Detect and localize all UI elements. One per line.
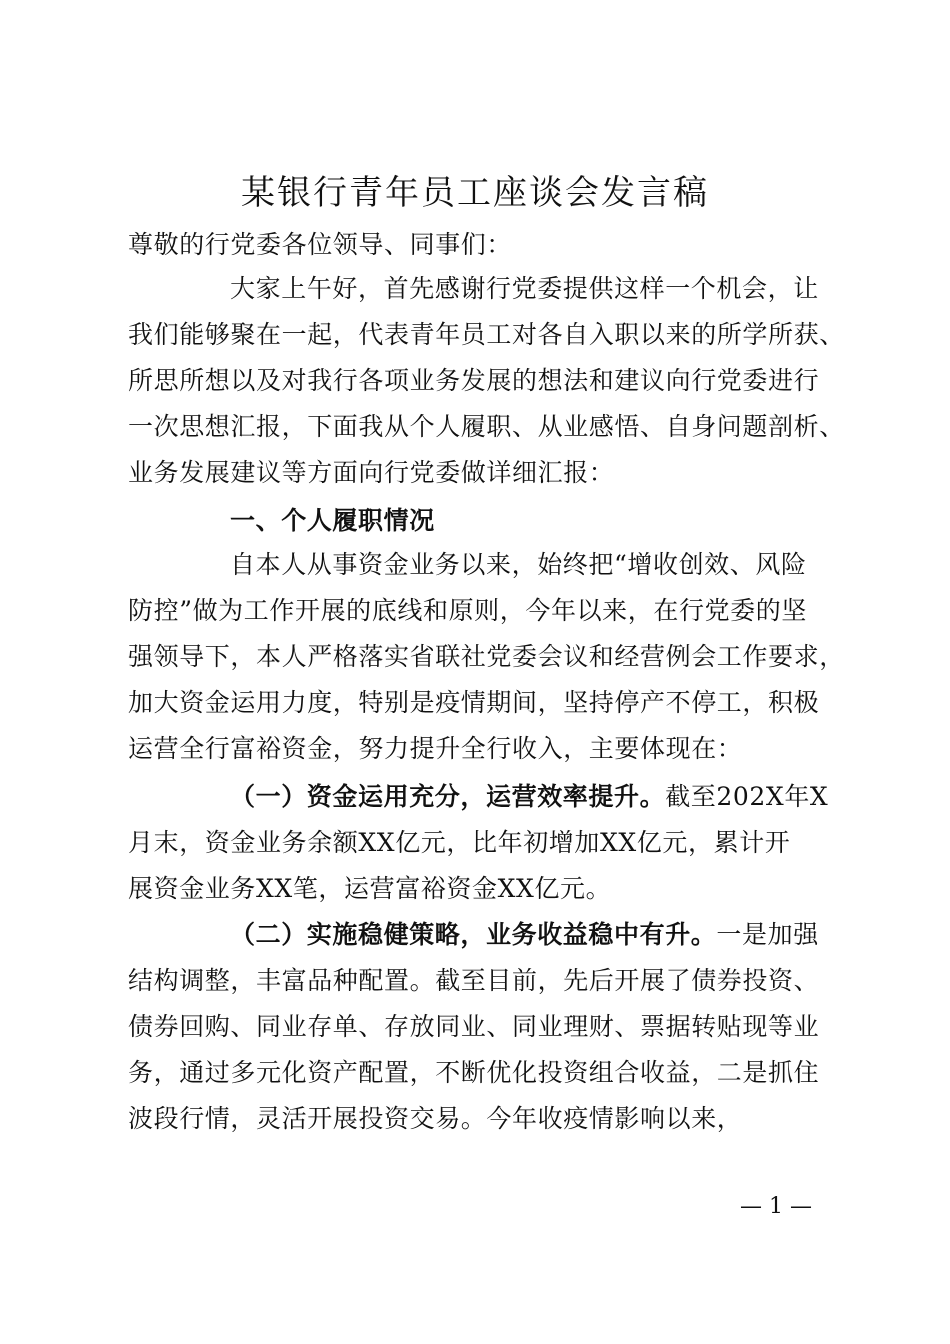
subsection-2-line-4: 务，通过多元化资产配置，不断优化投资组合收益，二是抓住: [128, 1058, 820, 1087]
subsection-1-first-line: [230, 780, 828, 814]
section1-line-3: 强领导下，本人严格落实省联社党委会议和经营例会工作要求，: [128, 642, 845, 671]
intro-line-1: 大家上午好，首先感谢行党委提供这样一个机会，让: [230, 274, 819, 303]
subsection-2-line-5: 波段行情，灵活开展投资交易。今年收疫情影响以来，: [128, 1104, 743, 1133]
subsection-2-text: 一是加强: [716, 920, 819, 949]
section1-line-4: 加大资金运用力度，特别是疫情期间，坚持停产不停工，积极: [128, 688, 820, 717]
subsection-2-line-3: 债券回购、同业存单、存放同业、同业理财、票据转贴现等业: [128, 1012, 820, 1041]
subsection-2-line-2: 结构调整，丰富品种配置。截至目前，先后开展了债券投资、: [128, 966, 820, 995]
intro-line-5: 业务发展建议等方面向行党委做详细汇报：: [128, 458, 615, 487]
subsection-1-text: 截至202X年X: [665, 782, 829, 811]
intro-line-2: 我们能够聚在一起，代表青年员工对各自入职以来的所学所获、: [128, 320, 845, 349]
intro-line-3: 所思所想以及对我行各项业务发展的想法和建议向行党委进行: [128, 366, 820, 395]
section1-line-5: 运营全行富裕资金，努力提升全行收入，主要体现在：: [128, 734, 743, 763]
salutation: 尊敬的行党委各位领导、同事们：: [128, 230, 513, 259]
subsection-2-heading: （二）实施稳健策略，业务收益稳中有升。: [230, 920, 717, 949]
subsection-2-first-line: [230, 918, 819, 952]
section1-line-2: 防控”做为工作开展的底线和原则，今年以来，在行党委的坚: [128, 596, 807, 625]
intro-line-4: 一次思想汇报，下面我从个人履职、从业感悟、自身问题剖析、: [128, 412, 845, 441]
subsection-1-line-3: 展资金业务XX笔，运营富裕资金XX亿元。: [128, 874, 612, 903]
subsection-1-line-2: 月末，资金业务余额XX亿元，比年初增加XX亿元，累计开: [128, 828, 791, 857]
section1-line-1: 自本人从事资金业务以来，始终把“增收创效、风险: [230, 550, 807, 579]
section-heading: 一、个人履职情况: [230, 506, 435, 535]
page-number: — 1 —: [740, 1194, 812, 1219]
document-title: 某银行青年员工座谈会发言稿: [241, 173, 709, 213]
subsection-1-heading: （一）资金运用充分，运营效率提升。: [230, 782, 666, 811]
